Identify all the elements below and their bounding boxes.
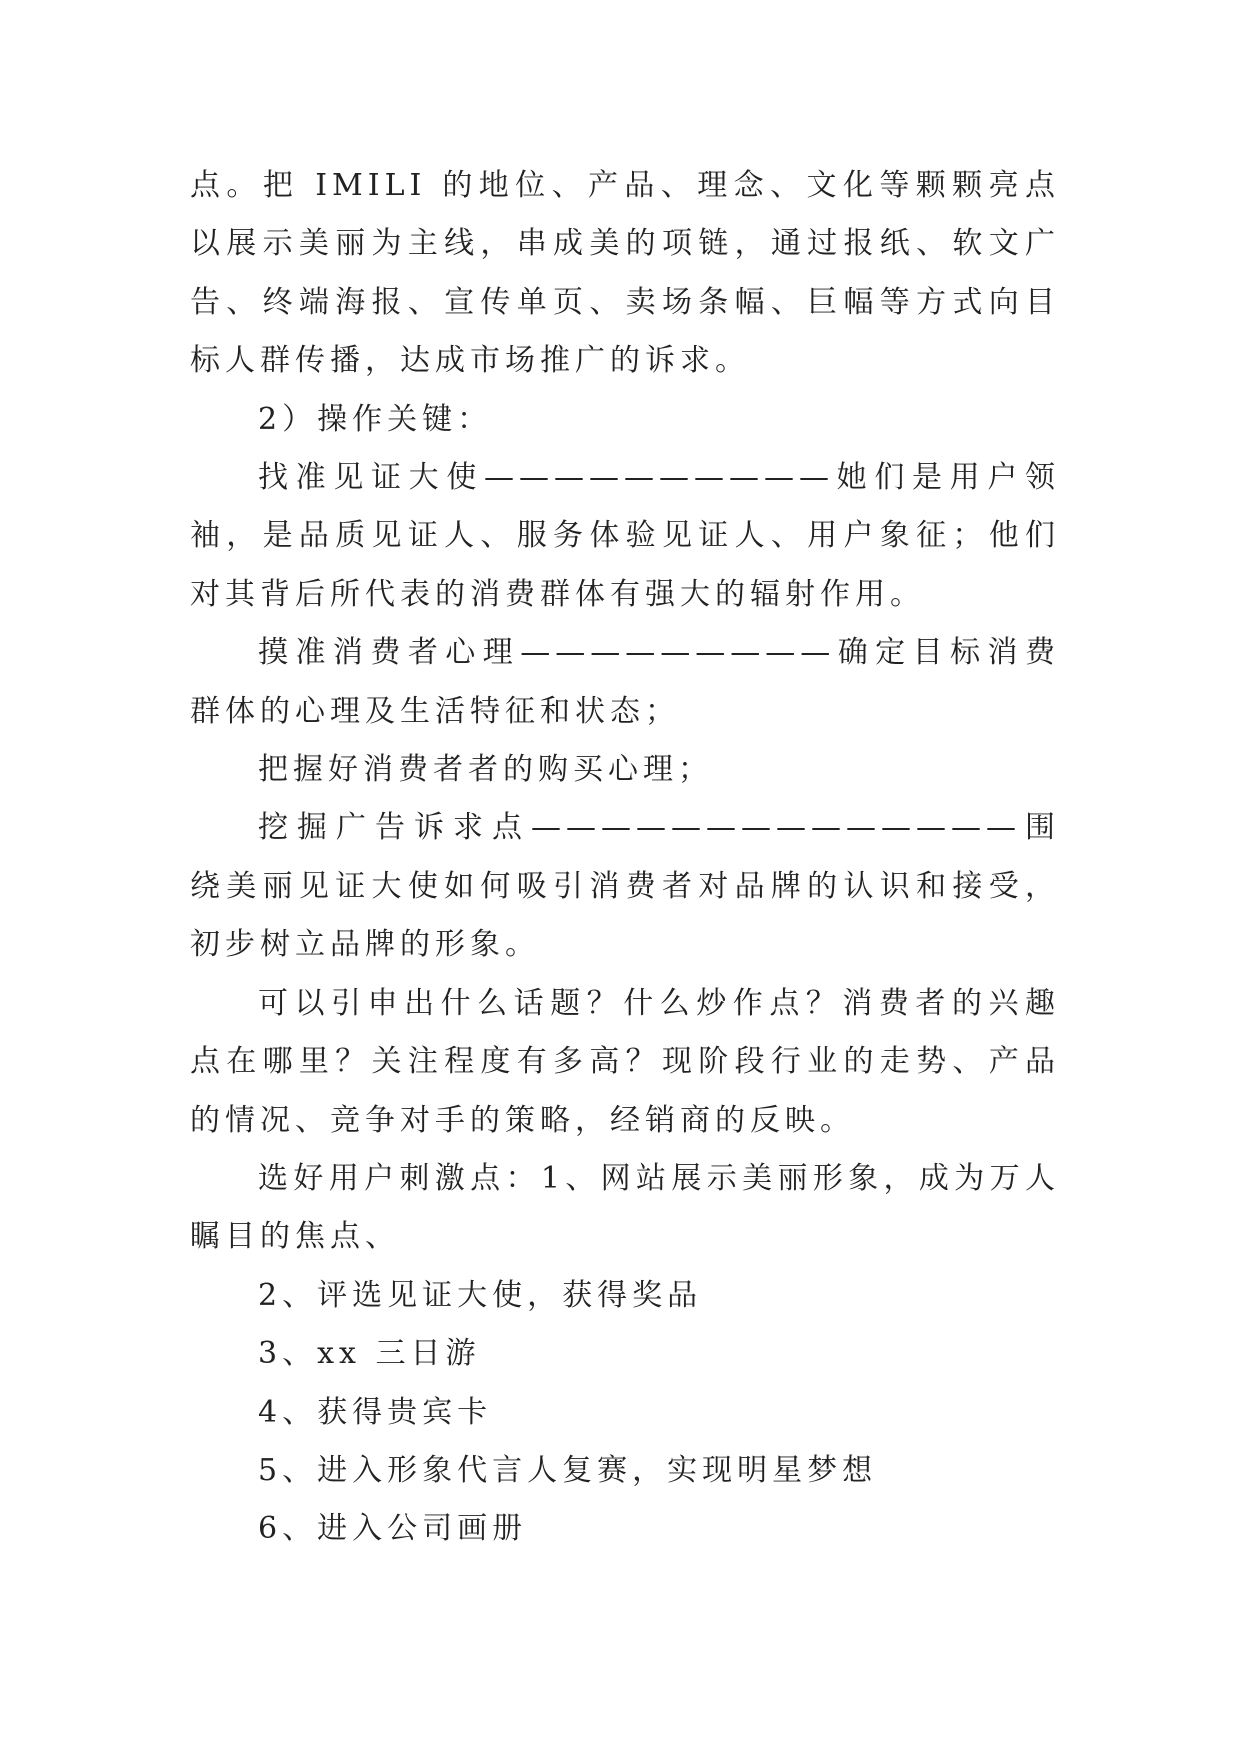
list-item-4: 4、获得贵宾卡 [258,1394,493,1430]
paragraph-topics: 可以引申出什么话题？什么炒作点？消费者的兴趣点在哪里？关注程度有多高？现阶段行业的走势、产品的情况、竞争对手的策略，经销商的反映。 [190,985,1060,1138]
list-item-3: 3、xx 三日游 [258,1336,481,1372]
paragraph-ad-appeal: 挖掘广告诉求点——————————————围绕美丽见证大使如何吸引消费者对品牌的认识和接受，初步树立品牌的形象。 [190,810,1060,963]
paragraph-ambassador: 找准见证大使——————————她们是用户领袖，是品质见证人、服务体验见证人、用户象征；他们对其背后所代表的消费群体有强大的辐射作用。 [190,460,1060,612]
paragraph-purchase-psychology: 把握好消费者者的购买心理； [258,752,713,788]
list-item-5: 5、进入形象代言人复赛，实现明星梦想 [258,1452,878,1488]
list-item-2: 2、评选见证大使，获得奖品 [258,1277,703,1313]
list-item-6: 6、进入公司画册 [258,1511,528,1547]
paragraph-intro: 点。把 IMILI 的地位、产品、理念、文化等颗颗亮点以展示美丽为主线，串成美的项链，通过报纸、软文广告、终端海报、宣传单页、卖场条幅、巨幅等方式向目标人群传播，达成市场推广的诉求。 [190,168,1060,379]
paragraph-key-operations-heading: 2）操作关键： [258,401,493,437]
paragraph-stimulus-points: 选好用户刺激点：1、网站展示美丽形象，成为万人瞩目的焦点、 [190,1160,1060,1255]
document-body [190,157,1060,1559]
paragraph-consumer-psychology: 摸准消费者心理—————————确定目标消费群体的心理及生活特征和状态； [190,635,1060,729]
